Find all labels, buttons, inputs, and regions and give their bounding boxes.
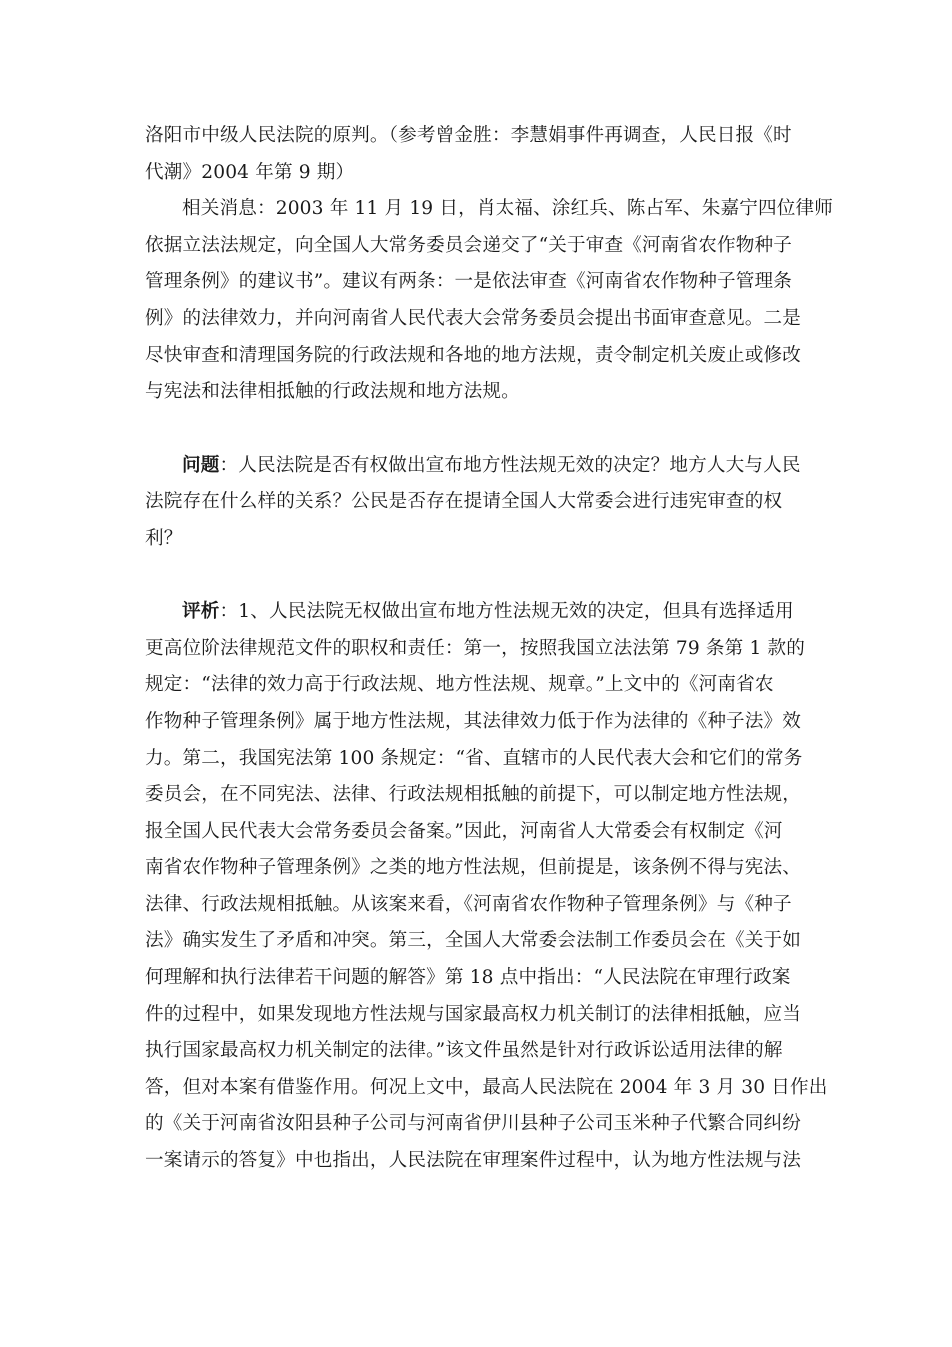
text-line: 相关消息：2003 年 11 月 19 日，肖太福、涂红兵、陈占军、朱嘉宁四位律师 bbox=[182, 198, 833, 220]
text-line: 利？ bbox=[145, 527, 183, 549]
blank-line bbox=[145, 557, 808, 594]
text-line: 与宪法和法律相抵触的行政法规和地方法规。 bbox=[145, 381, 520, 403]
text-line: 力。第二，我国宪法第 100 条规定：“省、直辖市的人民代表大会和它们的常务 bbox=[145, 747, 803, 769]
text-line: 依据立法法规定，向全国人大常务委员会递交了“关于审查《河南省农作物种子 bbox=[145, 234, 792, 256]
paragraph-analysis bbox=[145, 594, 828, 1180]
text-line: 报全国人民代表大会常务委员会备案。”因此，河南省人大常委会有权制定《河 bbox=[145, 820, 783, 842]
text-line: 规定：“法律的效力高于行政法规、地方性法规、规章。”上文中的《河南省农 bbox=[145, 674, 774, 696]
text-line: 法律、行政法规相抵触。从该案来看，《河南省农作物种子管理条例》与《种子 bbox=[145, 893, 792, 915]
text-line: 的《关于河南省汝阳县种子公司与河南省伊川县种子公司玉米种子代繁合同纠纷 bbox=[145, 1113, 802, 1135]
text-line: 尽快审查和清理国务院的行政法规和各地的地方法规，责令制定机关废止或修改 bbox=[145, 344, 802, 366]
text-line: 件的过程中，如果发现地方性法规与国家最高权力机关制订的法律相抵触，应当 bbox=[145, 1003, 802, 1025]
text-line: 一案请示的答复》中也指出，人民法院在审理案件过程中，认为地方性法规与法 bbox=[145, 1150, 802, 1172]
paragraph-question bbox=[145, 448, 808, 558]
question-text: ：人民法院是否有权做出宣布地方性法规无效的决定？地方人大与人民 bbox=[219, 454, 801, 476]
text-line: 作物种子管理条例》属于地方性法规，其法律效力低于作为法律的《种子法》效 bbox=[145, 710, 802, 732]
text-line: 法院存在什么样的关系？公民是否存在提请全国人大常委会进行违宪审查的权 bbox=[145, 491, 783, 513]
text-line: 更高位阶法律规范文件的职权和责任：第一，按照我国立法法第 79 条第 1 款的 bbox=[145, 637, 805, 659]
text-line bbox=[145, 594, 808, 631]
paragraph-related-news bbox=[145, 191, 833, 411]
text-line: 答，但对本案有借鉴作用。何况上文中，最高人民法院在 2004 年 3 月 30 日作出 bbox=[145, 1076, 828, 1098]
blank-line bbox=[145, 411, 808, 448]
text-line: 管理条例》的建议书”。建议有两条：一是依法审查《河南省农作物种子管理条 bbox=[145, 271, 792, 293]
text-line: 何理解和执行法律若干问题的解答》第 18 点中指出：“人民法院在审理行政案 bbox=[145, 967, 791, 989]
paragraph-continuation bbox=[145, 118, 808, 191]
question-label: 问题 bbox=[182, 454, 220, 476]
analysis-text: ：1、人民法院无权做出宣布地方性法规无效的决定，但具有选择适用 bbox=[219, 601, 794, 623]
text-line: 委员会，在不同宪法、法律、行政法规相抵触的前提下，可以制定地方性法规， bbox=[145, 784, 802, 806]
text-line: 代潮》2004 年第 9 期） bbox=[145, 161, 355, 183]
text-line: 洛阳市中级人民法院的原判。（参考曾金胜：李慧娟事件再调查，人民日报《时 bbox=[145, 125, 792, 146]
text-line: 法》确实发生了矛盾和冲突。第三，全国人大常委会法制工作委员会在《关于如 bbox=[145, 930, 802, 952]
text-line: 南省农作物种子管理条例》之类的地方性法规，但前提是，该条例不得与宪法、 bbox=[145, 857, 802, 879]
text-line: 例》的法律效力，并向河南省人民代表大会常务委员会提出书面审查意见。二是 bbox=[145, 307, 802, 329]
text-line bbox=[145, 448, 808, 485]
analysis-label: 评析 bbox=[182, 601, 220, 623]
text-line: 执行国家最高权力机关制定的法律。”该文件虽然是针对行政诉讼适用法律的解 bbox=[145, 1040, 783, 1062]
document-page bbox=[145, 118, 833, 1180]
